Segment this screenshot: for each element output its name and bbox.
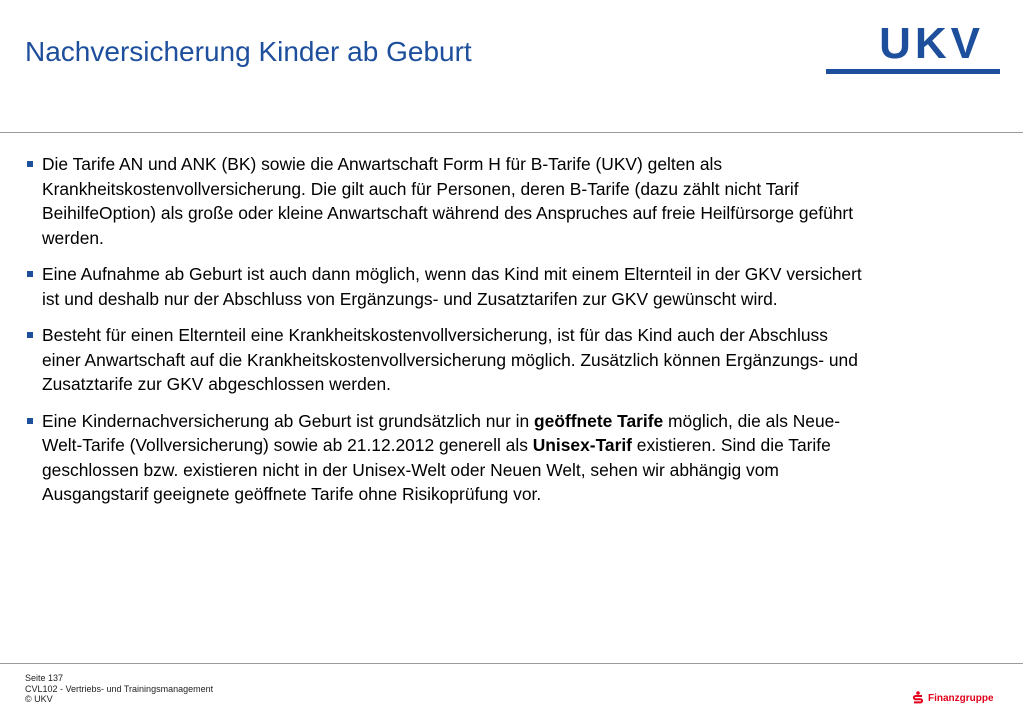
bullet-text: Die Tarife AN und ANK (BK) sowie die Anwartschaft Form H für B-Tarife (UKV) gelten als Krankheitskostenvollversicherung. Die gilt auch für Personen, deren B-Tarife (dazu zählt nicht Tarif BeihilfeOption) als große oder kleine Anwartschaft während des Anspruches auf freie Heilfürsorge geführt werden. [42,154,854,248]
bullet-item-4 [25,409,865,507]
bold-term: Unisex-Tarif [532,435,632,455]
bullet-item-1 [25,152,865,250]
header-divider [0,132,1023,133]
bullet-text: Eine Kindernachversicherung ab Geburt ist grundsätzlich nur in geöffnete Tarife möglich, die als Neue-Welt-Tarife (Vollversicherung) sowie ab 21.12.2012 generell als Unisex-Tarif existieren. Sind die Tarife geschlossen bzw. existieren nicht in der Unisex-Welt oder Neuen Welt, sehen wir abhängig vom Ausgangstarif geeignete geöffnete Tarife ohne Risikoprüfung vor. [42,410,841,504]
sparkasse-s-icon [912,691,924,705]
ukv-logo [826,19,1000,74]
copyright: © UKV [25,694,53,704]
logo-underline [826,69,1000,74]
bold-term: geöffnete Tarife [534,410,664,431]
footer-divider [0,663,1023,664]
bullet-square-icon [27,161,33,167]
bullet-square-icon [27,418,33,424]
bullet-square-icon [27,271,33,277]
course-name: CVL102 - Vertriebs- und Trainingsmanagement [25,683,214,694]
bullet-list [25,152,865,519]
bullet-item-2 [25,262,865,311]
footer-info [25,673,213,705]
brand-text: Finanzgruppe [928,692,994,704]
bullet-square-icon [27,332,33,338]
page-number: Seite 137 [25,673,64,683]
page-title: Nachversicherung Kinder ab Geburt [25,36,472,67]
finanzgruppe-brand [912,690,994,706]
bullet-item-3 [25,323,865,397]
bullet-text: Eine Aufnahme ab Geburt ist auch dann möglich, wenn das Kind mit einem Elternteil in der GKV versichert ist und deshalb nur der Abschluss von Ergänzungs- und Zusatztarifen zur GKV gewünscht wird. [42,264,862,309]
bullet-text: Besteht für einen Elternteil eine Krankheitskostenvollversicherung, ist für das Kind auch der Abschluss einer Anwartschaft auf die Krankheitskostenvollversicherung möglich. Zusätzlich können Ergänzungs- und Zusatztarife zur GKV abgeschlossen werden. [42,325,858,394]
logo-text: UKV [879,19,984,68]
